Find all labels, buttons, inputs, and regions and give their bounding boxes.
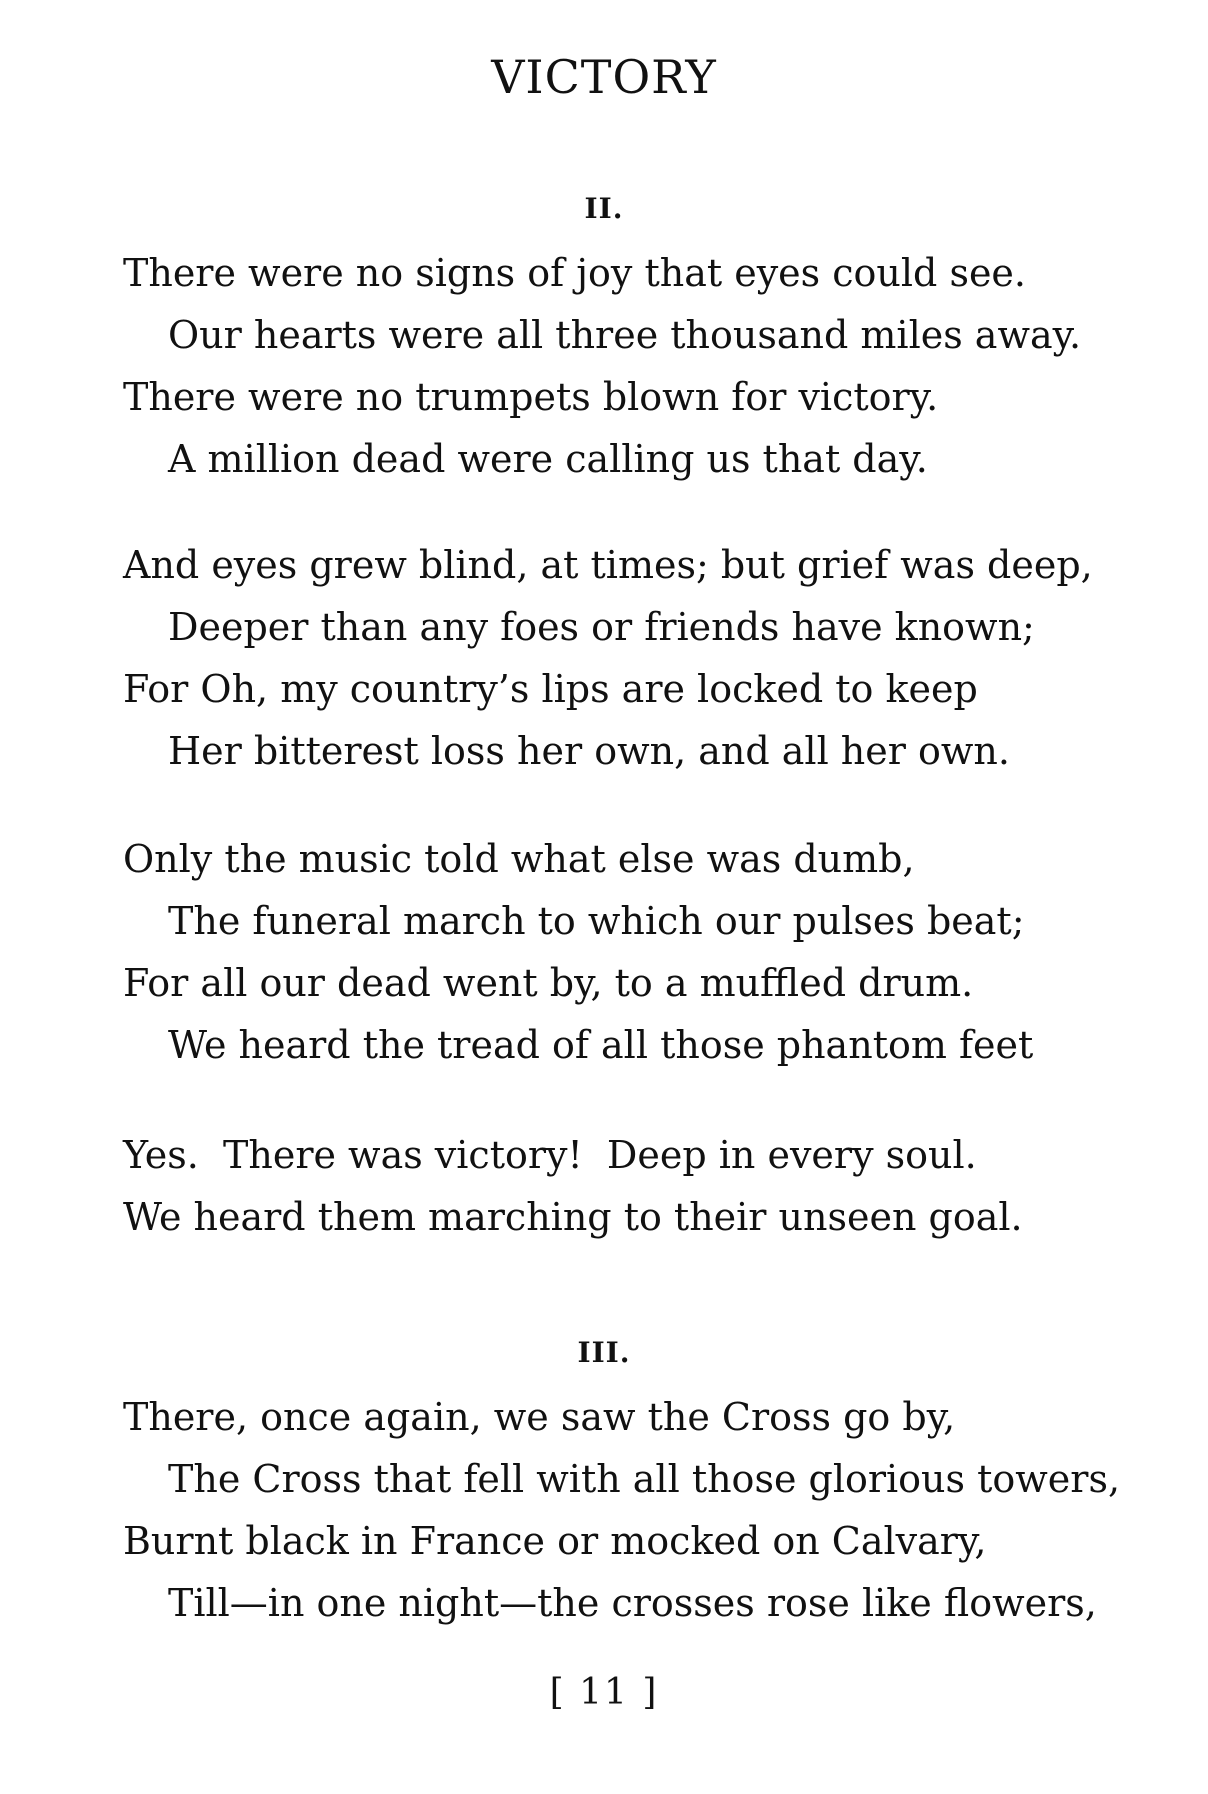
poem-line: Our hearts were all three thousand miles away.: [168, 313, 1082, 357]
poem-line: Till—in one night—the crosses rose like flowers,: [168, 1581, 1097, 1625]
section-number-ii: II.: [584, 192, 624, 225]
poem-line: For all our dead went by, to a muffled drum.: [123, 961, 974, 1005]
poem-line: There were no trumpets blown for victory.: [123, 375, 939, 419]
poem-line: Yes. There was victory! Deep in every soul.: [123, 1133, 977, 1177]
poem-line: Only the music told what else was dumb,: [123, 837, 915, 881]
poem-line: And eyes grew blind, at times; but grief was deep,: [123, 543, 1093, 587]
poem-title: VICTORY: [491, 50, 717, 104]
poem-line: A million dead were calling us that day.: [168, 437, 928, 481]
poem-line: The funeral march to which our pulses beat;: [168, 899, 1025, 943]
poem-line: We heard them marching to their unseen goal.: [123, 1195, 1023, 1239]
page-number: [ 11 ]: [549, 1672, 659, 1713]
poem-line: There, once again, we saw the Cross go by,: [123, 1395, 956, 1439]
poem-line: The Cross that fell with all those glorious towers,: [168, 1457, 1121, 1501]
poem-line: We heard the tread of all those phantom feet: [168, 1023, 1034, 1067]
poem-line: For Oh, my country’s lips are locked to keep: [123, 667, 978, 711]
poem-line: There were no signs of joy that eyes could see.: [123, 251, 1027, 295]
section-number-iii: III.: [577, 1336, 631, 1369]
poem-line: Deeper than any foes or friends have known;: [168, 605, 1035, 649]
poem-line: Burnt black in France or mocked on Calvary,: [123, 1519, 987, 1563]
poem-line: Her bitterest loss her own, and all her own.: [168, 729, 1010, 773]
